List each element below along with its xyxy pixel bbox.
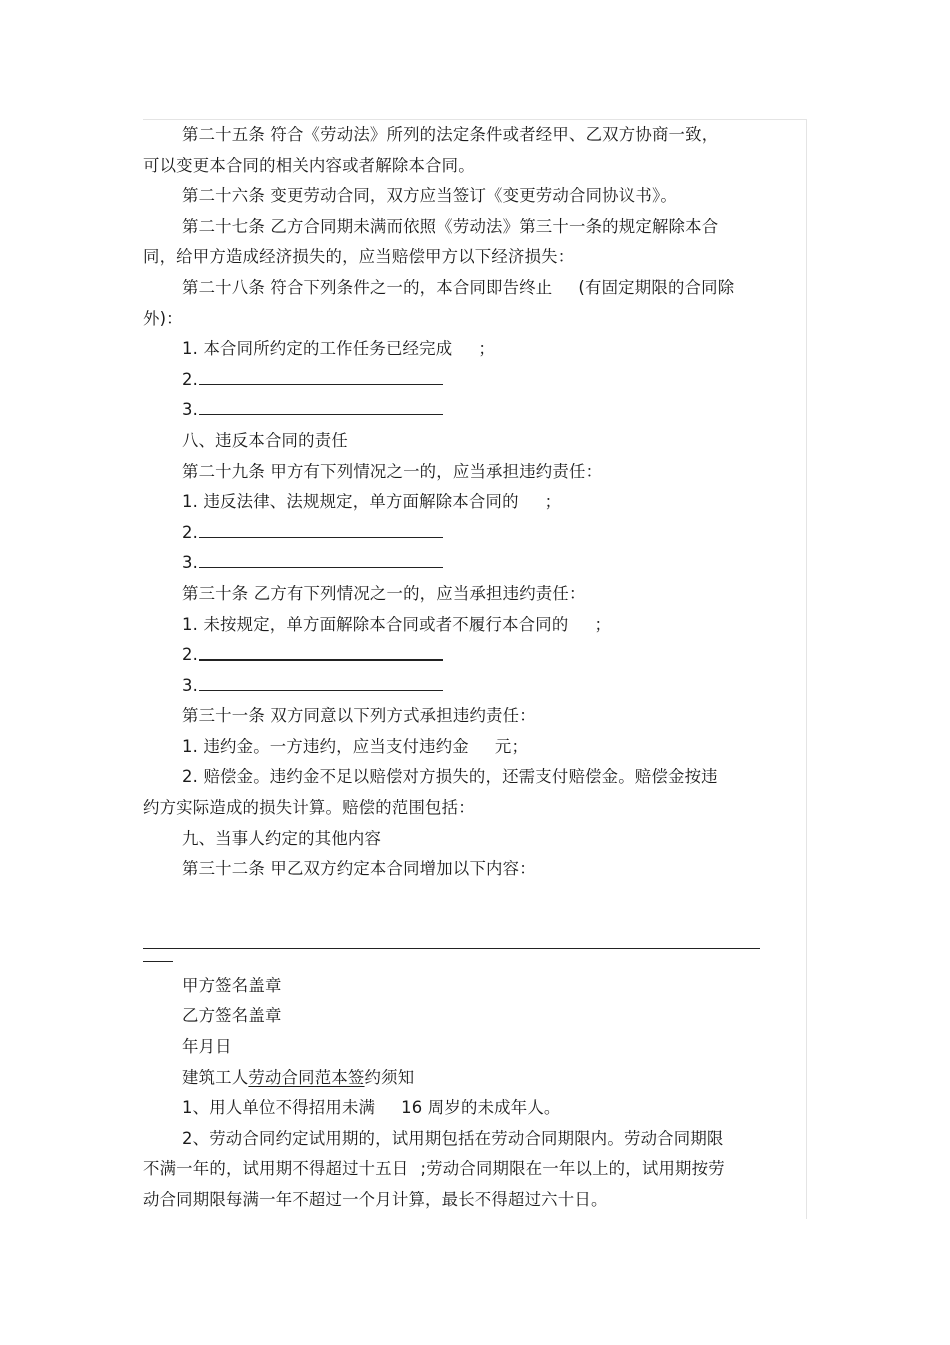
notice-item-2-line-2 [143, 1154, 783, 1185]
notice-item-2-line-3: 动合同期限每满一年不超过一个月计算，最长不得超过六十日。 [143, 1190, 608, 1209]
notice-item-1-text: 1、用人单位不得招用未满 [182, 1098, 376, 1118]
notice-item-2-part-1: 不满一年的，试用期不得超过十五日 [143, 1159, 409, 1179]
section-9-heading: 九、当事人约定的其他内容 [182, 828, 382, 848]
party-a-liability-item-1-end: ； [544, 492, 562, 512]
fill-in-blank [199, 365, 443, 385]
termination-item-1-text: 1. 本合同所约定的工作任务已经完成 [182, 339, 453, 359]
party-a-liability-item-1-text: 1. 违反法律、法规规定，单方面解除本合同的 [182, 492, 519, 512]
article-29: 第二十九条 甲方有下列情况之一的，应当承担违约责任： [182, 461, 603, 481]
short-rule [143, 961, 173, 962]
article-28-text: 第二十八条 符合下列条件之一的，本合同即告终止 [182, 277, 553, 297]
party-b-liability-item-1 [143, 610, 783, 641]
party-b-liability-item-3 [143, 671, 783, 702]
fill-in-blank [199, 518, 443, 538]
penalty-item-1 [143, 732, 783, 763]
notice-item-1-age: 16 周岁的未成年人。 [401, 1098, 561, 1118]
article-32: 第三十二条 甲乙双方约定本合同增加以下内容： [182, 859, 536, 879]
party-b-liability-item-1-text: 1. 未按规定，单方面解除本合同或者不履行本合同的 [182, 614, 569, 634]
notice-item-1 [143, 1093, 783, 1124]
fill-in-blank [199, 671, 443, 691]
article-25-line-2: 可以变更本合同的相关内容或者解除本合同。 [143, 155, 475, 175]
party-a-liability-item-1 [143, 487, 783, 518]
party-a-liability-item-3-number: 3. [182, 553, 199, 573]
party-b-liability-item-1-end: ； [594, 614, 612, 634]
article-28-note: (有固定期限的合同除 [578, 277, 735, 297]
notice-item-2-line-1: 2、劳动合同约定试用期的，试用期包括在劳动合同期限内。劳动合同期限 [182, 1128, 724, 1148]
party-a-signature: 甲方签名盖章 [182, 975, 282, 995]
article-28-line-1 [143, 273, 783, 304]
termination-item-1 [143, 334, 783, 365]
additional-content-rule [143, 923, 760, 949]
contract-document [143, 120, 783, 1216]
signing-date: 年月日 [182, 1037, 232, 1057]
article-27-line-2: 同，给甲方造成经济损失的，应当赔偿甲方以下经济损失： [143, 247, 575, 267]
party-a-liability-item-3 [143, 548, 783, 579]
penalty-item-2-line-1: 2. 赔偿金。违约金不足以赔偿对方损失的，还需支付赔偿金。赔偿金按违 [182, 767, 718, 787]
article-26: 第二十六条 变更劳动合同，双方应当签订《变更劳动合同协议书》。 [182, 186, 677, 206]
article-31: 第三十一条 双方同意以下列方式承担违约责任： [182, 706, 536, 726]
fill-in-blank [199, 395, 443, 415]
party-b-liability-item-3-number: 3. [182, 675, 199, 695]
additional-content-rule-continuation [143, 949, 783, 971]
fill-in-blank [199, 548, 443, 568]
notice-heading-link[interactable]: 劳动合同范本签 [248, 1067, 365, 1087]
article-30: 第三十条 乙方有下列情况之一的，应当承担违约责任： [182, 583, 586, 603]
article-25-line-1: 第二十五条 符合《劳动法》所列的法定条件或者经甲、乙双方协商一致， [182, 125, 719, 144]
termination-item-1-end: ； [478, 339, 495, 359]
penalty-item-1-unit: 元； [494, 736, 529, 756]
termination-item-2 [143, 365, 783, 396]
termination-item-3 [143, 395, 783, 426]
fill-in-blank [199, 640, 443, 661]
notice-item-2-part-2: ;劳动合同期限在一年以上的，试用期按劳 [420, 1159, 725, 1179]
party-a-liability-item-2 [143, 518, 783, 549]
party-b-liability-item-2 [143, 640, 783, 671]
blank-space [143, 885, 783, 923]
party-b-liability-item-2-number: 2. [182, 645, 199, 665]
party-a-liability-item-2-number: 2. [182, 522, 199, 542]
article-27-line-1: 第二十七条 乙方合同期未满而依照《劳动法》第三十一条的规定解除本合 [182, 216, 719, 236]
section-8-heading: 八、违反本合同的责任 [182, 430, 348, 450]
article-28-line-2: 外)： [143, 308, 183, 328]
penalty-item-1-text: 1. 违约金。一方违约，应当支付违约金 [182, 736, 469, 756]
party-b-signature: 乙方签名盖章 [182, 1006, 282, 1026]
penalty-item-2-line-2: 约方实际造成的损失计算。赔偿的范围包括： [143, 798, 475, 818]
termination-item-3-number: 3. [182, 400, 199, 420]
termination-item-2-number: 2. [182, 369, 199, 389]
notice-heading-part-3: 约须知 [364, 1067, 415, 1087]
notice-heading [143, 1063, 783, 1094]
notice-heading-part-1: 建筑工人 [182, 1067, 249, 1087]
